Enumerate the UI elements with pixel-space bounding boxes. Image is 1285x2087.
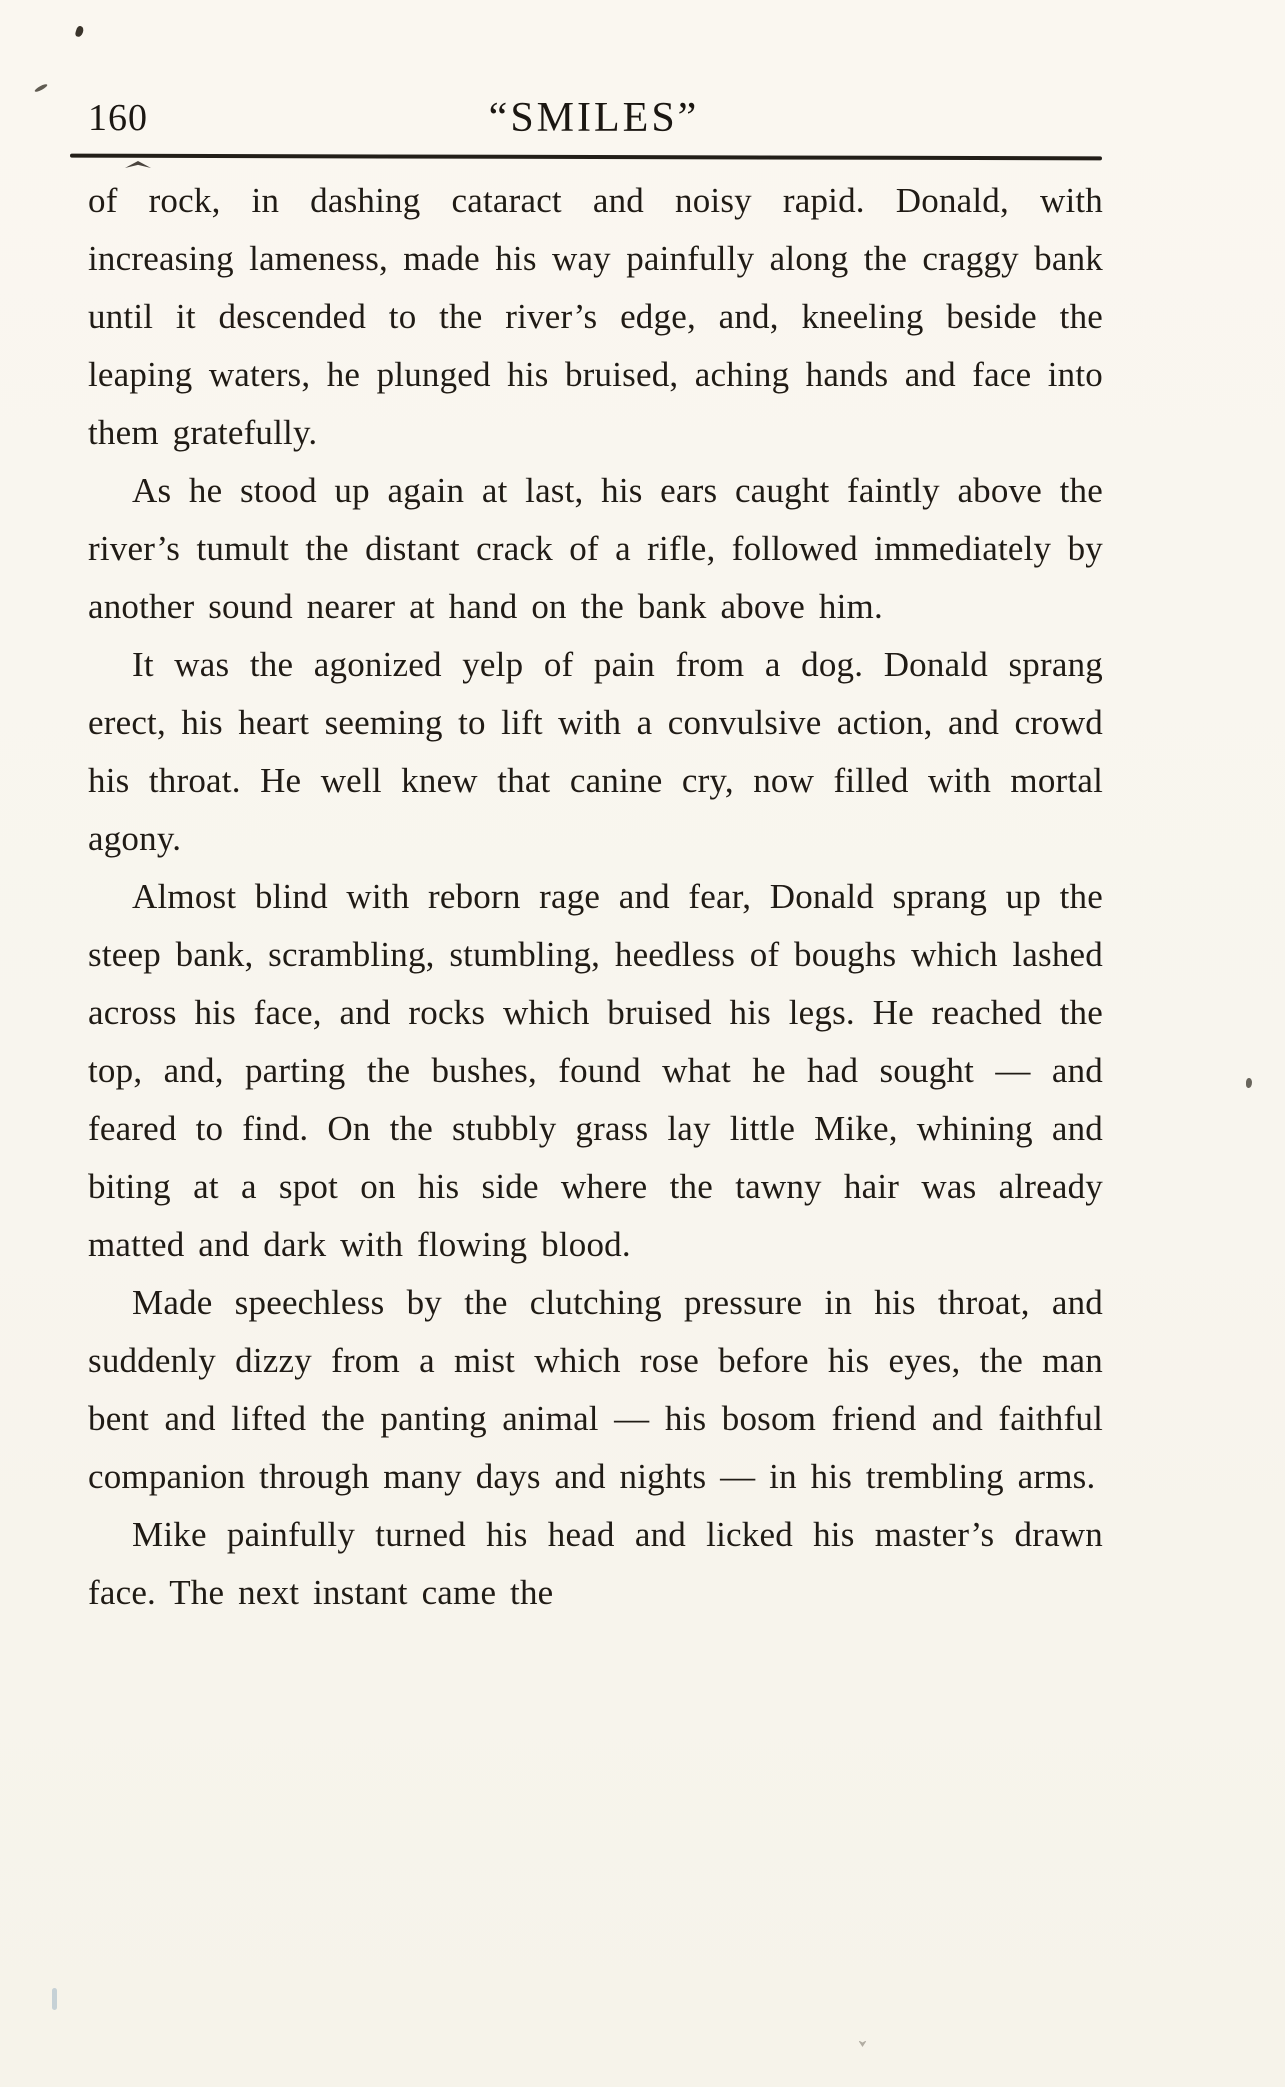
scan-speck <box>1246 1078 1252 1088</box>
running-title: “SMILES” <box>488 95 700 141</box>
paragraph: Made speechless by the clutching pressure in his throat, and suddenly dizzy from a mist which rose before his eyes, the man bent and lifted the panting animal — his bosom friend and faithful companion through many days and nights — in his trembling arms. <box>88 1283 1103 1496</box>
scan-speck <box>74 25 84 38</box>
scan-speck <box>858 2040 867 2047</box>
paragraph: of rock, in dashing cataract and noisy rapid. Donald, with increasing lameness, made his way painfully along the craggy bank until it descended to the river’s edge, and, kneeling beside the leaping waters, he plunged his bruised, aching hands and face into them gratefully. <box>88 181 1103 452</box>
text-block <box>88 172 1103 1622</box>
page-number: 160 <box>88 97 148 139</box>
paragraph: It was the agonized yelp of pain from a dog. Donald sprang erect, his heart seeming to lift with a convulsive action, and crowd his throat. He well knew that canine cry, now filled with mortal agony. <box>88 645 1103 858</box>
page-header <box>88 96 1100 150</box>
scan-speck <box>52 1988 57 2010</box>
header-rule <box>70 154 1102 161</box>
header-rule-mark <box>125 161 151 168</box>
paragraph: Mike painfully turned his head and licked his master’s drawn face. The next instant came the <box>88 1515 1103 1612</box>
scan-speck <box>34 83 48 93</box>
paragraph: Almost blind with reborn rage and fear, Donald sprang up the steep bank, scrambling, stumbling, heedless of boughs which lashed across his face, and rocks which bruised his legs. He reached the top, and, parting the bushes, found what he had sought — and feared to find. On the stubbly grass lay little Mike, whining and biting at a spot on his side where the tawny hair was already matted and dark with flowing blood. <box>88 877 1103 1264</box>
paragraph: As he stood up again at last, his ears caught faintly above the river’s tumult the distant crack of a rifle, followed immediately by another sound nearer at hand on the bank above him. <box>88 471 1103 626</box>
